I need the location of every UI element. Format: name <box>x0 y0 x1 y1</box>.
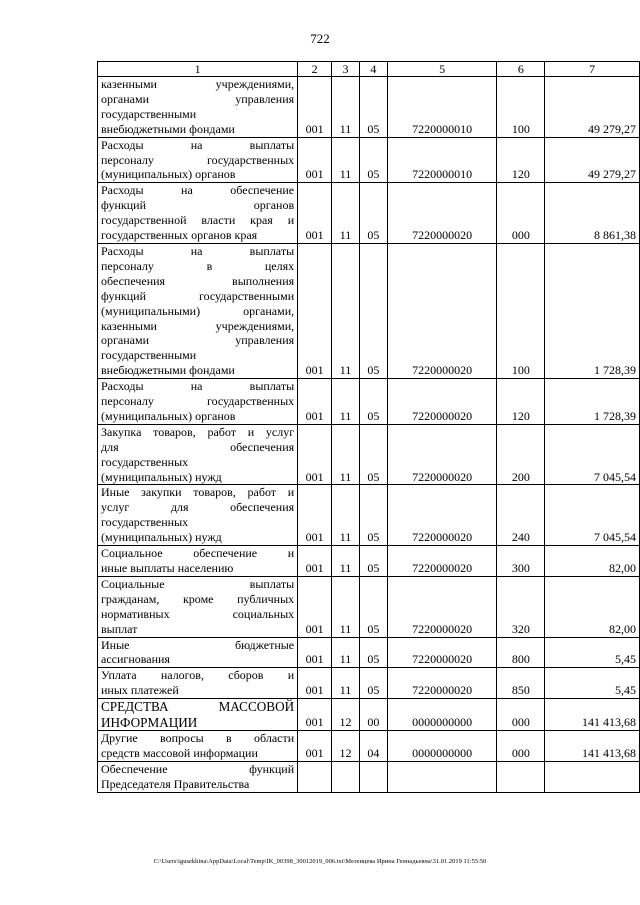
subsection-cell: 05 <box>359 424 387 485</box>
target-article-cell: 7220000010 <box>387 137 497 183</box>
row-name-line: (муниципальных) органов <box>101 167 236 182</box>
row-name-cell <box>98 637 298 668</box>
row-name-line: государственных <box>101 515 189 530</box>
budget-table <box>97 61 640 793</box>
row-name-line: Расходы на выплаты <box>101 243 295 258</box>
table-row <box>98 731 640 762</box>
row-name-line: органами управления <box>101 91 295 106</box>
row-name-cell <box>98 379 298 425</box>
row-name-line: Расходы на выплаты <box>101 379 295 394</box>
row-name-cell <box>98 77 298 138</box>
row-name-line: Иные закупки товаров, работ и <box>101 485 295 500</box>
row-name-line: Другие вопросы в области <box>101 731 295 746</box>
section-cell: 11 <box>332 668 360 699</box>
table-row <box>98 183 640 244</box>
amount-cell: 141 413,68 <box>545 731 640 762</box>
target-article-cell: 7220000020 <box>387 485 497 546</box>
expense-type-cell: 300 <box>497 546 545 577</box>
expense-type-cell: 800 <box>497 637 545 668</box>
target-article-cell: 0000000000 <box>387 699 497 731</box>
row-name-cell <box>98 731 298 762</box>
target-article-cell: 7220000020 <box>387 637 497 668</box>
subsection-cell: 05 <box>359 637 387 668</box>
expense-type-cell: 200 <box>497 424 545 485</box>
target-article-cell: 7220000020 <box>387 424 497 485</box>
row-name-line: Закупка товаров, работ и услуг <box>101 424 295 439</box>
column-header: 4 <box>359 62 387 77</box>
row-name-line: иные выплаты населению <box>101 561 234 575</box>
row-name-line: обеспечения выполнения <box>101 273 295 288</box>
code-cell: 001 <box>298 546 332 577</box>
subsection-cell: 04 <box>359 731 387 762</box>
target-article-cell <box>387 761 497 792</box>
code-cell: 001 <box>298 576 332 637</box>
row-name-line: Иные бюджетные <box>101 637 295 652</box>
table-row <box>98 699 640 731</box>
expense-type-cell: 000 <box>497 183 545 244</box>
row-name-line: государственными <box>101 106 197 121</box>
amount-cell: 1 728,39 <box>545 243 640 378</box>
section-cell: 11 <box>332 183 360 244</box>
table-row <box>98 637 640 668</box>
code-cell: 001 <box>298 243 332 378</box>
row-name-line: государственных <box>101 454 189 469</box>
table-row <box>98 576 640 637</box>
column-header: 3 <box>332 62 360 77</box>
row-name-line: персоналу государственных <box>101 394 295 409</box>
section-cell: 11 <box>332 485 360 546</box>
section-cell: 11 <box>332 546 360 577</box>
code-cell: 001 <box>298 424 332 485</box>
row-name-cell <box>98 485 298 546</box>
row-name-line: внебюджетными фондами <box>101 363 235 378</box>
column-header: 7 <box>545 62 640 77</box>
amount-cell <box>545 761 640 792</box>
row-name-line: выплат <box>101 621 138 636</box>
target-article-cell: 7220000020 <box>387 576 497 637</box>
row-name-line: гражданам, кроме публичных <box>101 591 295 606</box>
row-name-line: органами управления <box>101 333 295 348</box>
row-name-line: услуг для обеспечения <box>101 500 295 515</box>
section-cell: 11 <box>332 137 360 183</box>
table-row <box>98 761 640 792</box>
column-header: 6 <box>497 62 545 77</box>
amount-cell: 5,45 <box>545 668 640 699</box>
row-name-line: (муниципальными) органами, <box>101 303 295 318</box>
row-name-line: государственными <box>101 348 197 363</box>
subsection-cell: 05 <box>359 668 387 699</box>
amount-cell: 1 728,39 <box>545 379 640 425</box>
code-cell: 001 <box>298 137 332 183</box>
section-cell: 12 <box>332 731 360 762</box>
column-header: 1 <box>98 62 298 77</box>
row-name-cell <box>98 761 298 792</box>
row-name-line: иных платежей <box>101 683 179 698</box>
table-row <box>98 137 640 183</box>
expense-type-cell: 850 <box>497 668 545 699</box>
expense-type-cell: 320 <box>497 576 545 637</box>
subsection-cell: 05 <box>359 137 387 183</box>
code-cell: 001 <box>298 77 332 138</box>
row-name-cell <box>98 243 298 378</box>
row-name-cell <box>98 424 298 485</box>
subsection-cell: 05 <box>359 77 387 138</box>
row-name-line: государственных органов края <box>101 228 258 243</box>
row-name-line: СРЕДСТВА МАССОВОЙ <box>101 699 295 715</box>
code-cell: 001 <box>298 485 332 546</box>
table-header-row <box>98 62 640 77</box>
expense-type-cell: 000 <box>497 731 545 762</box>
expense-type-cell <box>497 761 545 792</box>
section-cell: 11 <box>332 637 360 668</box>
row-name-line: функций государственными <box>101 288 295 303</box>
amount-cell: 5,45 <box>545 637 640 668</box>
row-name-line: персоналу государственных <box>101 152 295 167</box>
row-name-cell <box>98 137 298 183</box>
target-article-cell: 7220000020 <box>387 379 497 425</box>
row-name-line: персоналу в целях <box>101 258 295 273</box>
amount-cell: 7 045,54 <box>545 485 640 546</box>
expense-type-cell: 100 <box>497 77 545 138</box>
code-cell: 001 <box>298 731 332 762</box>
table-row <box>98 379 640 425</box>
expense-type-cell: 240 <box>497 485 545 546</box>
expense-type-cell: 100 <box>497 243 545 378</box>
code-cell: 001 <box>298 183 332 244</box>
code-cell <box>298 761 332 792</box>
target-article-cell: 7220000020 <box>387 668 497 699</box>
code-cell: 001 <box>298 637 332 668</box>
target-article-cell: 7220000020 <box>387 546 497 577</box>
subsection-cell: 05 <box>359 379 387 425</box>
expense-type-cell: 000 <box>497 699 545 731</box>
subsection-cell: 05 <box>359 576 387 637</box>
code-cell: 001 <box>298 699 332 731</box>
target-article-cell: 7220000010 <box>387 77 497 138</box>
row-name-line: нормативных социальных <box>101 606 295 621</box>
subsection-cell: 05 <box>359 485 387 546</box>
expense-type-cell: 120 <box>497 137 545 183</box>
section-cell: 12 <box>332 699 360 731</box>
row-name-line: государственной власти края и <box>101 213 295 228</box>
amount-cell: 49 279,27 <box>545 137 640 183</box>
subsection-cell: 05 <box>359 183 387 244</box>
row-name-line: казенными учреждениями, <box>101 318 295 333</box>
row-name-cell <box>98 183 298 244</box>
amount-cell: 141 413,68 <box>545 699 640 731</box>
row-name-line: Расходы на обеспечение <box>101 183 295 198</box>
row-name-cell <box>98 546 298 577</box>
table-row <box>98 485 640 546</box>
amount-cell: 8 861,38 <box>545 183 640 244</box>
row-name-line: функций органов <box>101 198 295 213</box>
row-name-line: (муниципальных) нужд <box>101 469 222 484</box>
row-name-line: внебюджетными фондами <box>101 121 235 136</box>
row-name-line: ассигнования <box>101 652 170 667</box>
row-name-line: казенными учреждениями, <box>101 77 295 91</box>
subsection-cell: 05 <box>359 243 387 378</box>
expense-type-cell: 120 <box>497 379 545 425</box>
table-row <box>98 243 640 378</box>
subsection-cell: 05 <box>359 546 387 577</box>
table-row <box>98 668 640 699</box>
section-cell: 11 <box>332 243 360 378</box>
amount-cell: 82,00 <box>545 576 640 637</box>
section-cell: 11 <box>332 576 360 637</box>
column-header: 5 <box>387 62 497 77</box>
subsection-cell <box>359 761 387 792</box>
table-row <box>98 424 640 485</box>
row-name-line: средств массовой информации <box>101 746 258 761</box>
code-cell: 001 <box>298 668 332 699</box>
row-name-line: Расходы на выплаты <box>101 137 295 152</box>
page-number: 722 <box>310 31 330 46</box>
section-cell: 11 <box>332 379 360 425</box>
row-name-line: Председателя Правительства <box>101 776 250 791</box>
code-cell: 001 <box>298 379 332 425</box>
column-header: 2 <box>298 62 332 77</box>
row-name-line: Социальное обеспечение и <box>101 546 295 561</box>
row-name-line: ИНФОРМАЦИИ <box>101 714 198 730</box>
section-cell: 11 <box>332 77 360 138</box>
target-article-cell: 7220000020 <box>387 243 497 378</box>
row-name-cell <box>98 699 298 731</box>
table-row <box>98 546 640 577</box>
row-name-line: (муниципальных) нужд <box>101 530 222 545</box>
table-row <box>98 77 640 138</box>
row-name-cell <box>98 576 298 637</box>
row-name-line: Уплата налогов, сборов и <box>101 668 295 683</box>
file-path-footer: C:\Users\igusekhina\AppData\Local\Temp\IK_00398_30012019_006.txt\Мезенцева Ирина Геннадьевна\31.01.2019 11:55:50 <box>153 858 487 865</box>
section-cell: 11 <box>332 424 360 485</box>
amount-cell: 49 279,27 <box>545 77 640 138</box>
target-article-cell: 7220000020 <box>387 183 497 244</box>
row-name-line: Социальные выплаты <box>101 576 295 591</box>
section-cell <box>332 761 360 792</box>
row-name-line: Обеспечение функций <box>101 761 295 776</box>
subsection-cell: 00 <box>359 699 387 731</box>
row-name-line: для обеспечения <box>101 439 295 454</box>
target-article-cell: 0000000000 <box>387 731 497 762</box>
row-name-line: (муниципальных) органов <box>101 408 236 423</box>
amount-cell: 7 045,54 <box>545 424 640 485</box>
row-name-cell <box>98 668 298 699</box>
amount-cell: 82,00 <box>545 546 640 577</box>
